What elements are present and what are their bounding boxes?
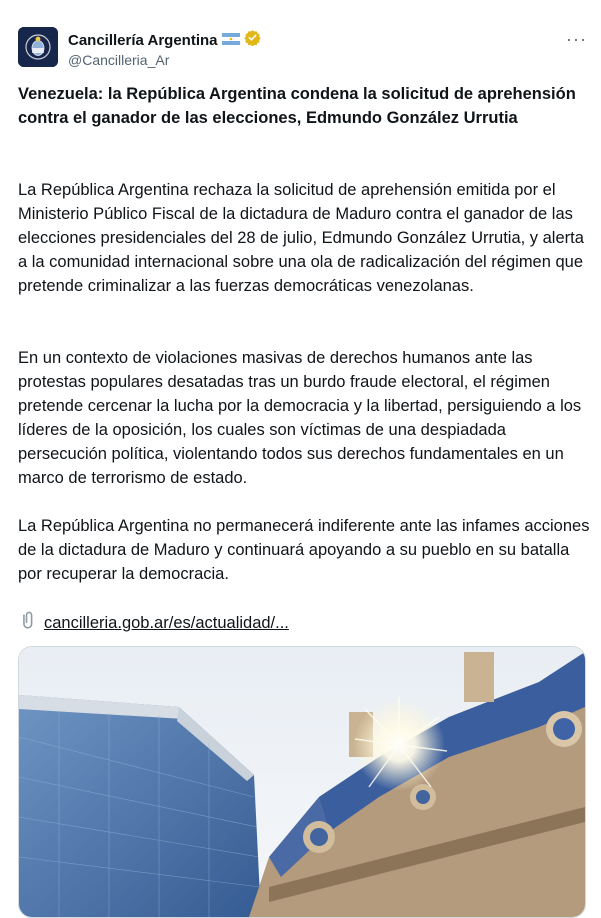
- post-paragraph-1: La República Argentina rechaza la solicitud de aprehensión emitida por el Ministerio Público Fiscal de la dictadura de Maduro contra el ganador de las elecciones presidenciales del 28 de julio, Edmundo González Urrutia, y alerta a la comunidad internacional sobre una ola de radicalización del régimen que pretende criminalizar a las fuerzas democráticas venezolanas.: [18, 181, 584, 295]
- post-header: [18, 27, 587, 69]
- author-handle[interactable]: @Cancilleria_Ar: [68, 52, 170, 68]
- article-link[interactable]: cancilleria.gob.ar/es/actualidad/...: [44, 613, 289, 632]
- post-paragraph-3: La República Argentina no permanecerá indiferente ante las infames acciones de la dictadura de Maduro y continuará apoyando a su pueblo en su batalla por recuperar la democracia.: [18, 517, 590, 583]
- paperclip-icon: [18, 609, 38, 636]
- more-dots-icon[interactable]: ···: [566, 29, 587, 49]
- post-paragraph-2: En un contexto de violaciones masivas de derechos humanos ante las protestas populares desatadas tras un burdo fraude electoral, el régimen pretende cercenar la lucha por la democracia y la libertad, persiguiendo a los líderes de la oposición, los cuales son víctimas de una despiadada persecución política, violentando todos sus derechos fundamentales en un marco de terrorismo de estado.: [18, 349, 582, 487]
- author-block: [68, 29, 261, 69]
- post-link-row: [18, 609, 289, 636]
- author-name-row[interactable]: [68, 29, 261, 51]
- author-display-name[interactable]: Cancillería Argentina: [68, 31, 218, 49]
- argentina-flag-icon: [222, 31, 240, 50]
- coat-of-arms-icon[interactable]: [18, 27, 58, 67]
- post-image[interactable]: [18, 646, 586, 918]
- post-title: Venezuela: la República Argentina condena la solicitud de aprehensión contra el ganador de las elecciones, Edmundo González Urrutia: [18, 85, 576, 127]
- gold-verified-badge-icon: [244, 29, 261, 51]
